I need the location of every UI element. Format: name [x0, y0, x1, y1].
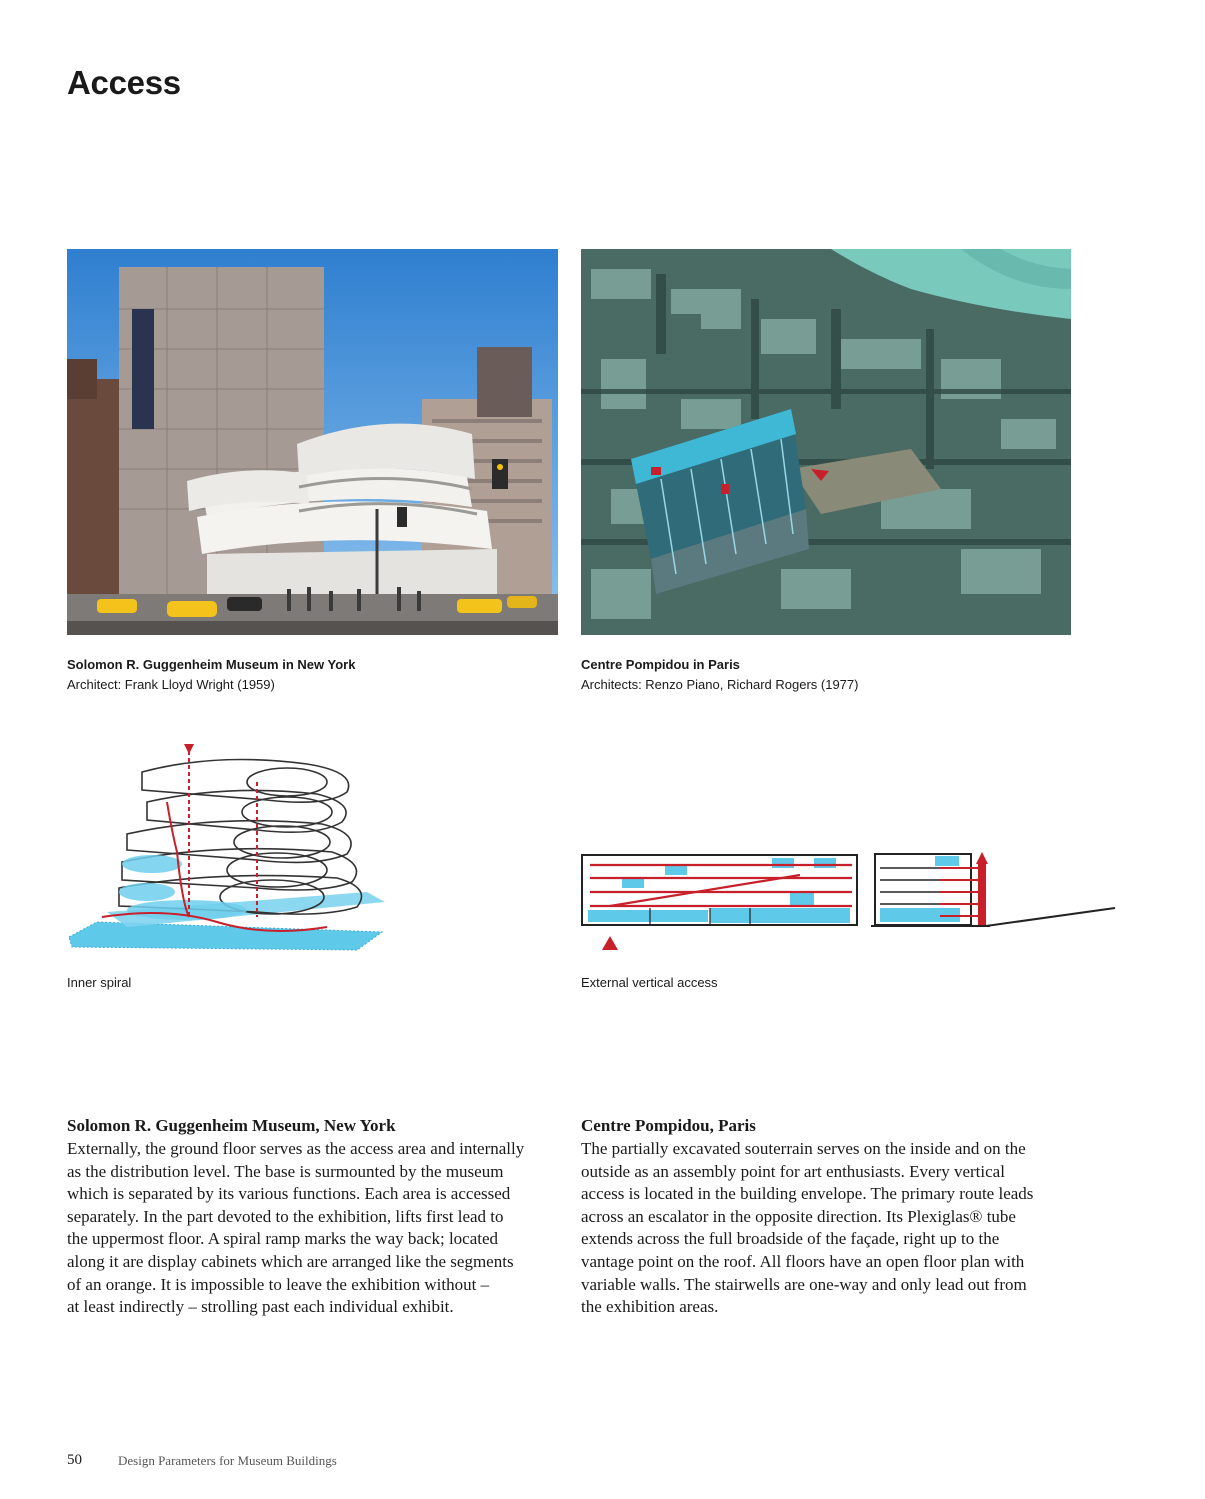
body-line: of an orange. It is impossible to leave the exhibition without – — [67, 1274, 490, 1294]
pompidou-aerial-photo — [581, 249, 1071, 635]
body-line: at least indirectly – strolling past each individual exhibit. — [67, 1297, 454, 1317]
body-line: which is separated by its various functions. Each area is accessed — [67, 1184, 511, 1204]
guggenheim-photo — [67, 249, 558, 635]
body-line: the uppermost floor. A spiral ramp marks the way back; located — [67, 1229, 499, 1249]
guggenheim-body-heading: Solomon R. Guggenheim Museum, New York — [67, 1116, 396, 1135]
body-line: vantage point on the roof. All floors have an open floor plan with — [581, 1251, 1025, 1271]
body-line: access is located in the building envelope. The primary route leads — [581, 1184, 1034, 1204]
body-line: along it are display cabinets which are arranged like the segments — [67, 1251, 514, 1271]
inner-spiral-diagram — [67, 742, 389, 952]
body-line: extends across the full broadside of the façade, right up to the — [581, 1229, 1000, 1249]
body-line: outside as an assembly point for art enthusiasts. Every vertical — [581, 1161, 1005, 1181]
page-title: Access — [67, 64, 181, 101]
pompidou-caption-architects: Architects: Renzo Piano, Richard Rogers (1977) — [581, 677, 859, 692]
external-access-caption: External vertical access — [581, 975, 718, 990]
body-line: across an escalator in the opposite direction. Its Plexiglas® tube — [581, 1206, 1016, 1226]
pompidou-caption-title: Centre Pompidou in Paris — [581, 657, 740, 672]
body-line: Externally, the ground floor serves as the access area and internally — [67, 1139, 525, 1158]
running-title: Design Parameters for Museum Buildings — [118, 1453, 337, 1468]
guggenheim-body-text — [67, 1138, 567, 1319]
body-line: The partially excavated souterrain serves on the inside and on the — [581, 1139, 1026, 1158]
pompidou-body-heading: Centre Pompidou, Paris — [581, 1116, 756, 1135]
page-number: 50 — [67, 1452, 82, 1468]
body-line: the exhibition areas. — [581, 1297, 719, 1317]
guggenheim-caption-architect: Architect: Frank Lloyd Wright (1959) — [67, 677, 275, 692]
body-line: as the distribution level. The base is surmounted by the museum — [67, 1161, 504, 1181]
body-line: separately. In the part devoted to the exhibition, lifts first lead to — [67, 1206, 504, 1226]
body-line: variable walls. The stairwells are one-way and only lead out from — [581, 1274, 1027, 1294]
guggenheim-caption-title: Solomon R. Guggenheim Museum in New York — [67, 657, 356, 672]
external-vertical-access-diagram — [580, 850, 1120, 955]
pompidou-body-text — [581, 1138, 1081, 1319]
inner-spiral-caption: Inner spiral — [67, 975, 132, 990]
